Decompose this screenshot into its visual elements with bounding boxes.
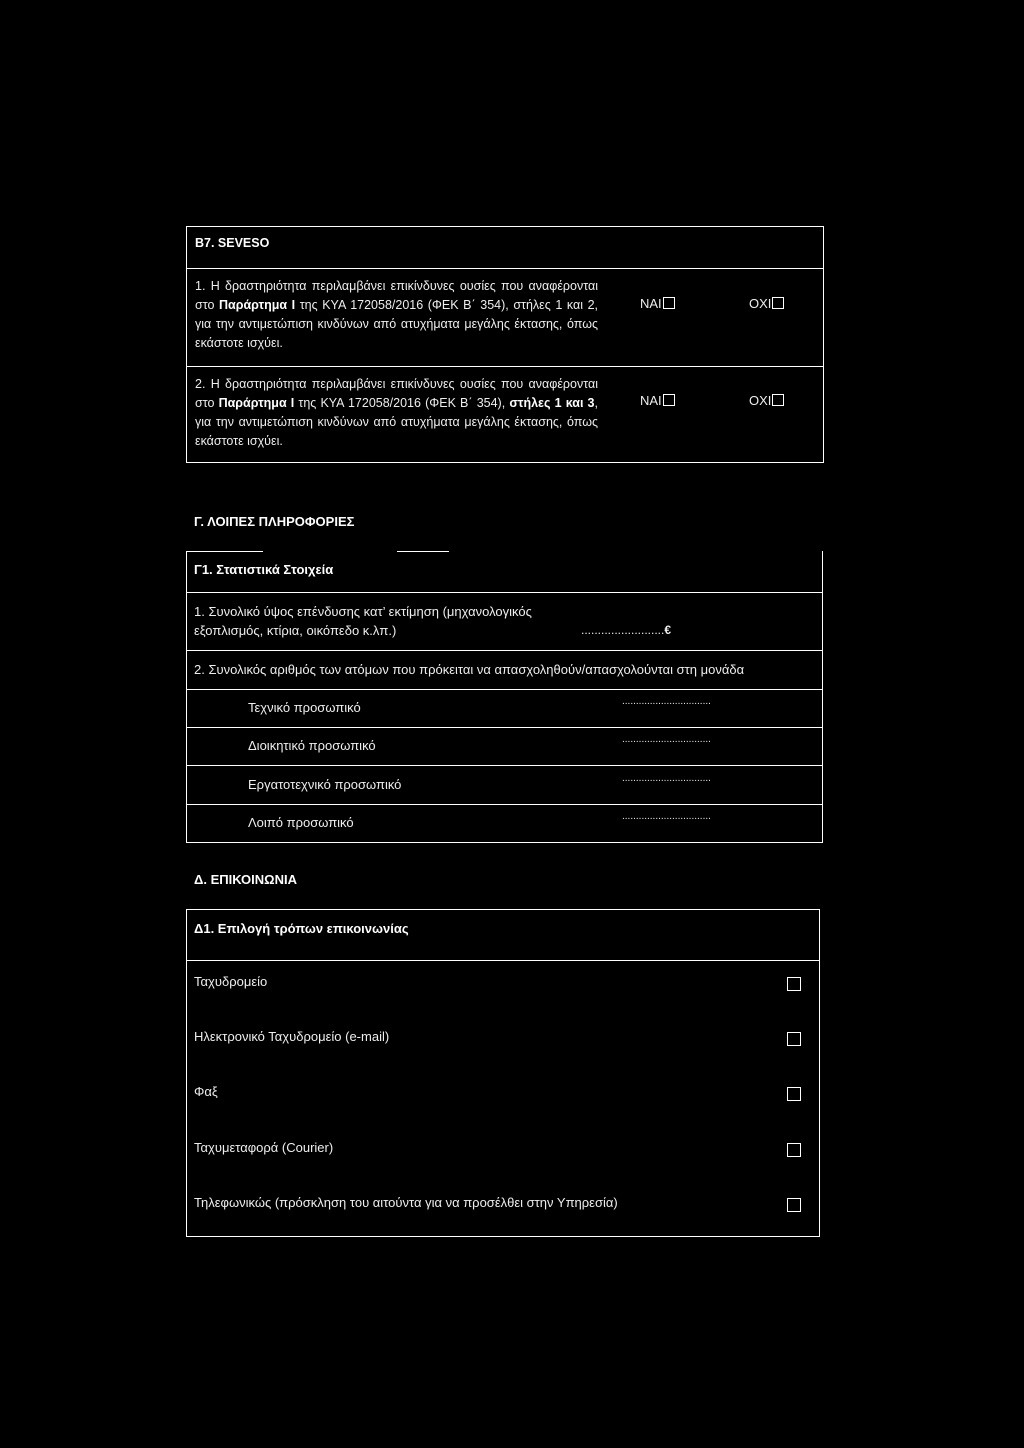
question-number: 1. — [195, 279, 206, 293]
option-email: Ηλεκτρονικό Ταχυδρομείο (e-mail) — [194, 1029, 390, 1044]
staff-workers-label: Εργατοτεχνικό προσωπικό — [248, 777, 402, 792]
investment-label: 1. Συνολικό ύψος επένδυσης κατ’ εκτίμηση (μηχανολογικός — [194, 604, 532, 619]
checkbox-icon[interactable] — [787, 1143, 801, 1157]
yes-option[interactable] — [640, 393, 675, 408]
communication-table — [186, 909, 820, 1237]
seveso-title: B7. SEVESO — [195, 236, 270, 250]
checkbox-icon[interactable] — [787, 1087, 801, 1101]
divider — [187, 592, 822, 593]
checkbox-icon[interactable] — [787, 1198, 801, 1212]
no-option[interactable] — [749, 393, 784, 408]
statistics-table — [186, 551, 823, 843]
yes-label: ΝΑΙ — [640, 393, 662, 408]
tab-notch — [263, 549, 397, 553]
tab-notch — [449, 549, 822, 553]
no-option[interactable] — [749, 296, 784, 311]
divider — [187, 689, 822, 690]
yes-label: ΝΑΙ — [640, 296, 662, 311]
staff-other-label: Λοιπό προσωπικό — [248, 815, 354, 830]
investment-label-cont: εξοπλισμός, κτίρια, οικόπεδο κ.λπ.) — [194, 623, 397, 638]
seveso-question-2 — [195, 375, 598, 451]
employees-total-label: 2. Συνολικός αριθμός των ατόμων που πρόκειται να απασχοληθούν/απασχολούνται στη μονάδα — [194, 662, 745, 677]
checkbox-icon[interactable] — [772, 394, 784, 406]
divider — [187, 804, 822, 805]
staff-technical-label: Τεχνικό προσωπικό — [248, 700, 361, 715]
checkbox-icon[interactable] — [663, 297, 675, 309]
statistics-title: Γ1. Στατιστικά Στοιχεία — [194, 562, 334, 577]
question-text: Η δραστηριότητα περιλαμβάνει επικίνδυνες ουσίες που αναφέρονται στο — [195, 279, 598, 312]
no-label: ΟΧΙ — [749, 296, 772, 311]
staff-other-value[interactable]: ................................ — [622, 811, 711, 822]
question-bold-ref: Παράρτημα I — [218, 396, 295, 410]
staff-admin-value[interactable]: ................................ — [622, 734, 711, 745]
yes-option[interactable] — [640, 296, 675, 311]
staff-admin-label: Διοικητικό προσωπικό — [248, 738, 376, 753]
communication-methods-title: Δ1. Επιλογή τρόπων επικοινωνίας — [194, 921, 409, 936]
checkbox-icon[interactable] — [663, 394, 675, 406]
question-text: της ΚΥΑ 172058/2016 (ΦΕΚ Β΄ 354), στήλες 1 και 2, για την αντιμετώπιση κινδύνων από ατυχήματα μεγάλης έκτασης, όπως εκάστοτε ισχύει. — [195, 298, 598, 350]
question-text: , για την αντιμετώπιση κινδύνων από ατυχήματα μεγάλης έκτασης, όπως εκάστοτε ισχύει. — [195, 396, 598, 448]
no-label: ΟΧΙ — [749, 393, 772, 408]
checkbox-icon[interactable] — [772, 297, 784, 309]
other-info-title: Γ. ΛΟΙΠΕΣ ΠΛΗΡΟΦΟΡΙΕΣ — [194, 514, 355, 529]
divider — [187, 650, 822, 651]
checkbox-icon[interactable] — [787, 1032, 801, 1046]
question-text: της ΚΥΑ 172058/2016 (ΦΕΚ Β΄ 354), — [294, 396, 510, 410]
communication-title: Δ. ΕΠΙΚΟΙΝΩΝΙΑ — [194, 872, 297, 887]
option-phone: Τηλεφωνικώς (πρόσκληση του αιτούντα για να προσέλθει στην Υπηρεσία) — [194, 1195, 618, 1210]
divider — [187, 960, 819, 961]
divider — [187, 727, 822, 728]
question-text: Η δραστηριότητα περιλαμβάνει επικίνδυνες ουσίες που αναφέρονται στο — [195, 377, 598, 410]
option-fax: Φαξ — [194, 1084, 218, 1099]
question-bold-ref: Παράρτημα I — [219, 298, 296, 312]
question-number: 2. — [195, 377, 206, 391]
investment-value-field[interactable] — [581, 623, 671, 637]
staff-technical-value[interactable]: ................................ — [622, 696, 711, 707]
staff-workers-value[interactable]: ................................ — [622, 773, 711, 784]
euro-icon: € — [664, 623, 672, 637]
divider — [187, 268, 823, 269]
checkbox-icon[interactable] — [787, 977, 801, 991]
option-post: Ταχυδρομείο — [194, 974, 268, 989]
question-bold-ref: στήλες 1 και 3 — [509, 396, 595, 410]
investment-value: ......................... — [581, 623, 665, 637]
divider — [187, 366, 823, 367]
divider — [187, 765, 822, 766]
option-courier: Ταχυμεταφορά (Courier) — [194, 1140, 334, 1155]
seveso-question-1 — [195, 277, 598, 353]
